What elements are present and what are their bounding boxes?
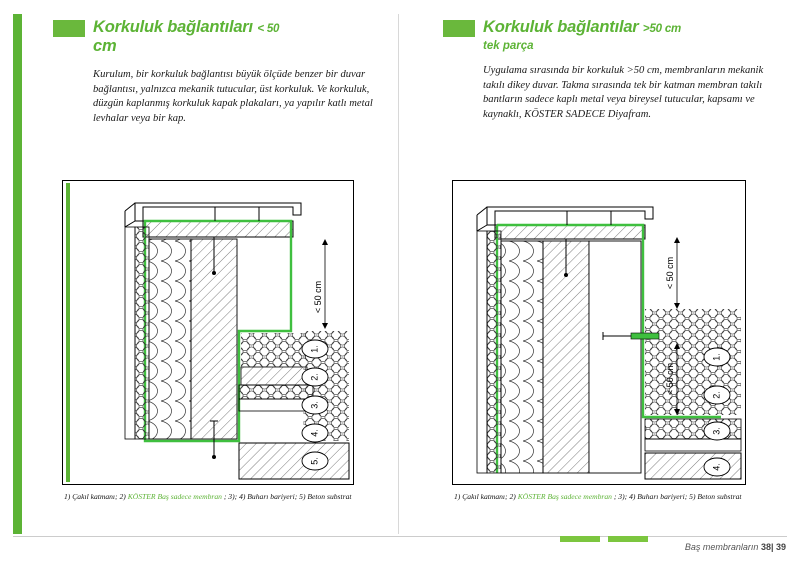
right-page-title bbox=[483, 18, 681, 37]
left-title-row bbox=[53, 18, 393, 56]
left-accent-bar bbox=[13, 14, 22, 534]
svg-text:1.: 1. bbox=[309, 345, 320, 353]
svg-text:3.: 3. bbox=[309, 401, 320, 409]
right-figure-caption bbox=[454, 492, 746, 503]
right-caption-part2: ; 3); 4) Buharı bariyeri; 5) Beton substrat bbox=[611, 492, 742, 501]
right-caption-product: KÖSTER Baş sadece membran bbox=[517, 492, 612, 501]
left-caption-part2: ; 3); 4) Buharı bariyeri; 5) Beton substrat bbox=[221, 492, 352, 501]
right-title-row bbox=[443, 18, 783, 37]
left-column bbox=[53, 18, 393, 126]
svg-text:3.: 3. bbox=[711, 427, 722, 435]
title-swatch-icon bbox=[53, 20, 85, 37]
footer-accent-1 bbox=[560, 536, 600, 542]
left-caption-product: KÖSTER Baş sadece membran bbox=[127, 492, 222, 501]
svg-text:2.: 2. bbox=[711, 391, 722, 399]
left-body-text: Kurulum, bir korkuluk bağlantısı büyük ölçüde benzer bir duvar bağlantısı, yalnızca mekanik tutucular, üst korkuluk. Ve korkuluk, düzgün kaplanmış korkuluk kapak plakaları, ya yapılır katlı metal levhalar veya bir kap. bbox=[93, 68, 373, 124]
left-title-main: Korkuluk bağlantıları bbox=[93, 18, 258, 36]
svg-text:1.: 1. bbox=[711, 353, 722, 361]
right-dimension-label-bottom: < 50 cm bbox=[665, 362, 675, 396]
svg-text:4.: 4. bbox=[309, 429, 320, 437]
footer-accent-2 bbox=[608, 536, 648, 542]
right-dimension-label-top: < 50 cm bbox=[665, 256, 675, 290]
column-divider bbox=[398, 14, 399, 534]
svg-text:5.: 5. bbox=[309, 457, 320, 465]
left-caption-part1: 1) Çakıl katmanı; 2) bbox=[64, 492, 128, 501]
left-figure bbox=[62, 180, 354, 485]
right-figure bbox=[452, 180, 746, 485]
left-figure-caption bbox=[64, 492, 354, 503]
right-title-main: Korkuluk bağlantılar bbox=[483, 18, 643, 36]
right-column bbox=[443, 18, 783, 122]
right-caption-part1: 1) Çakıl katmanı; 2) bbox=[454, 492, 518, 501]
right-title-sub: >50 cm bbox=[642, 23, 682, 35]
left-title-sub: < 50 bbox=[257, 23, 280, 35]
left-title-wrap: cm bbox=[93, 36, 117, 55]
right-body-text: Uygulama sırasında bir korkuluk >50 cm, membranların mekanik takılı dikey duvar. Takma sırasında tek bir katman membran takılı bantların sadece kaplı metal veya bireysel tutucular, kapsamı ve kaynaklı, KÖSTER SADECE Diyafram. bbox=[483, 65, 764, 120]
footer bbox=[685, 542, 786, 552]
footer-note: Baş membranların bbox=[684, 542, 759, 552]
left-dimension-label: < 50 cm bbox=[313, 280, 323, 314]
left-page-title bbox=[93, 18, 279, 56]
left-detail-drawing bbox=[63, 181, 353, 484]
title-swatch-icon-2 bbox=[443, 20, 475, 37]
svg-text:4.: 4. bbox=[711, 463, 722, 471]
svg-text:2.: 2. bbox=[309, 373, 320, 381]
right-detail-drawing bbox=[453, 181, 745, 484]
footer-divider bbox=[13, 536, 787, 537]
right-subtitle: tek parça bbox=[483, 40, 534, 52]
footer-page-number: 38| 39 bbox=[760, 542, 786, 552]
